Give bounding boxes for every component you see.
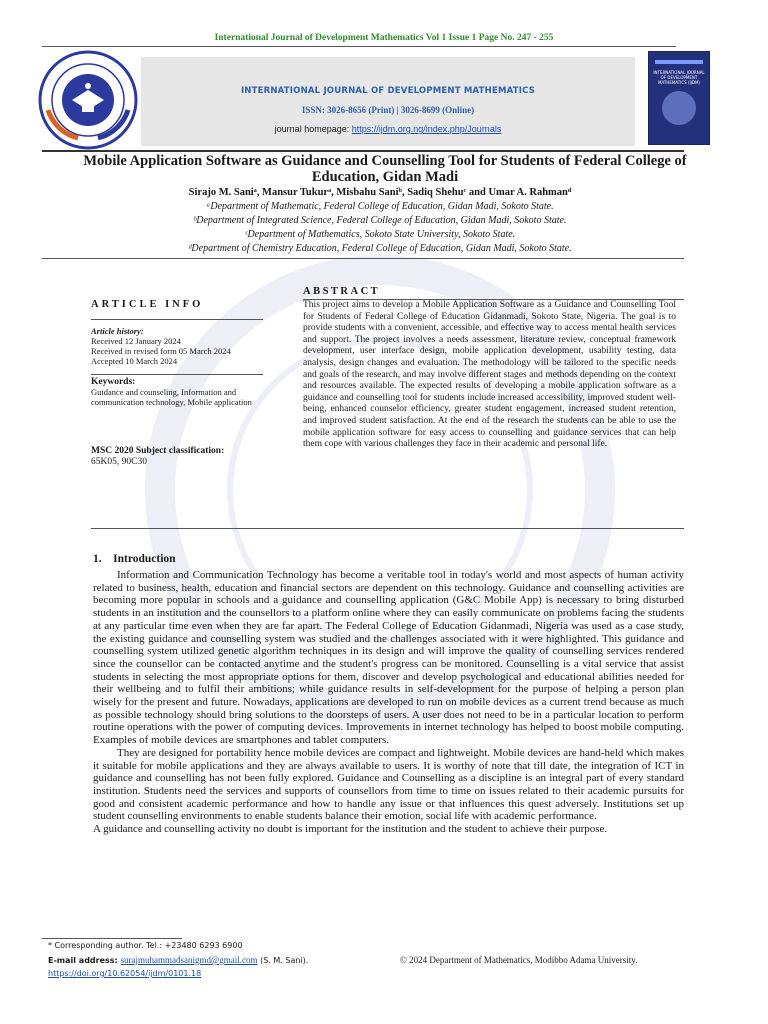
keywords-block bbox=[91, 377, 263, 407]
received-date: Received 12 January 2024 bbox=[91, 336, 181, 346]
keywords-text: Guidance and counseling, Information and communication technology, Mobile application bbox=[91, 387, 252, 407]
issn-line: ISSN: 3026-8656 (Print) | 3026-8699 (Online) bbox=[301, 105, 475, 115]
header-divider bbox=[42, 46, 676, 47]
introduction-body bbox=[93, 569, 684, 836]
author-list: Sirajo M. Saniᵃ, Mansur Tukurᵃ, Misbahu Saniᵇ, Sadiq Shehuᶜ and Umar A. Rahmanᵈ bbox=[188, 187, 572, 198]
email-suffix: (S. M. Sani). bbox=[257, 956, 309, 965]
journal-name: INTERNATIONAL JOURNAL OF DEVELOPMENT MATHEMATICS bbox=[240, 86, 536, 96]
article-history bbox=[91, 326, 263, 366]
header-bottom-rule bbox=[42, 150, 684, 152]
msc-block bbox=[91, 446, 263, 468]
msc-label: MSC 2020 Subject classification: bbox=[91, 446, 225, 456]
doi-line bbox=[48, 969, 201, 978]
abstract-heading: ABSTRACT bbox=[303, 286, 381, 297]
intro-paragraph-2: They are designed for portability hence mobile devices are compact and lightweight. Mobile devices are hand-held which makes it suitable for mobile applications and they are always available to users. It is worthy of note that till date, the integration of ICT in guidance and counselling has not been fully explored. Guidance and Counselling as a discipline is an integral part of every standard institution. Students need the services and supports of counsellors from time to time on issues related to their academic pursuits for good and consistent academic performance and how to handle any issue or that influences this quest adversely. Institutions set up student counselling environments to enable students balance their emotion, social life with academic performance. bbox=[93, 746, 684, 823]
keywords-label: Keywords: bbox=[91, 377, 136, 387]
section-heading-introduction: 1. Introduction bbox=[93, 553, 176, 565]
journal-cover-image bbox=[648, 51, 710, 145]
revised-date: Received in revised form 05 March 2024 bbox=[91, 346, 231, 356]
email-label: E-mail address: bbox=[48, 956, 121, 965]
abstract-bottom-rule bbox=[91, 528, 684, 529]
doi-link[interactable]: https://doi.org/10.62054/ijdm/0101.18 bbox=[48, 969, 202, 978]
footnote-rule bbox=[42, 938, 182, 939]
article-info-rule bbox=[91, 319, 263, 320]
copyright-notice: © 2024 Department of Mathematics, Modibbo Adama University. bbox=[400, 955, 638, 965]
journal-logo-icon bbox=[38, 50, 138, 150]
email-line bbox=[48, 955, 308, 965]
msc-codes: 65K05, 90C30 bbox=[91, 457, 147, 467]
homepage-label: journal homepage: bbox=[274, 124, 352, 134]
journal-homepage bbox=[141, 124, 635, 134]
affiliation-c: ᶜDepartment of Mathematics, Sokoto State University, Sokoto State. bbox=[244, 229, 516, 240]
journal-reference: International Journal of Development Mathematics Vol 1 Issue 1 Page No. 247 - 255 bbox=[214, 33, 554, 43]
affiliation-a: ᵃDepartment of Mathematic, Federal College of Education, Gidan Madi, Sokoto State. bbox=[206, 201, 554, 212]
affiliation-b: ᵇDepartment of Integrated Science, Federal College of Education, Gidan Madi, Sokoto State. bbox=[193, 215, 567, 226]
corresponding-author: * Corresponding author. Tel.: +23480 6293 6900 bbox=[48, 941, 243, 950]
email-link[interactable]: surajmuhammadsanigmd@gmail.com bbox=[120, 955, 258, 965]
intro-paragraph-3: A guidance and counselling activity no doubt is important for the institution and the student to achieve their purpose. bbox=[93, 823, 608, 836]
intro-paragraph-1: Information and Communication Technology has become a veritable tool in today's world and most aspects of human activity related to business, health, education and financial sectors are dependent on this technology. Guidance and counselling activities are becoming more popular in schools and a guidance and counselling application (G&C Mobile App) is necessary to bring disturbed students in an institution and the counsellors to a platform online where they can easily communicate on problems facing the students at any particular time even when they are far apart. The Federal College of Education Gidanmadi, Nigeria was used as a case study, the existing guidance and counselling system was studied and the challenges associated with it were highlighted. This guidance and counselling system utilized genetic algorithm techniques in its design and will improve the quality of counselling services rendered since the counsellor can be contacted anytime and the student's progress can be monitored. Counselling is a vital service that assist students in selecting the most appropriate options for them, discover and develop psychological and educational abilities needed for their wellbeing and to fulfil their ambitions; while guidance results in self-development for the purpose of helping a person plan wisely for the present and future. Nowadays, applications are developed to run on mobile devices as a current trend because as much as possible technology should bring solutions to the doorsteps of users. A user does not need to be in a particular location to perform routine operations with the power of computing devices. Improvements in internet technology has helped to boost mobile computing. Examples of mobile devices are smartphones and tablet computers. bbox=[93, 569, 684, 747]
affiliation-d: ᵈDepartment of Chemistry Education, Federal College of Education, Gidan Madi, Sokoto State. bbox=[188, 243, 572, 254]
abstract-text: This project aims to develop a Mobile Application Software as a Guidance and Counselling Tool for Students of Federal College of Education Gidanmadi, Sokoto State, Nigeria. The goal is to provide students with a convenient, accessible, and effective way to access mental health services and support. The project involves a needs assessment, literature review, conceptual framework development, user interface design, mobile application development, usability testing, data analysis, design changes and evaluation. The methodology will be tailored to the specific needs and goals of the research, and may involve different stages and methods depending on the context and resources available. The expected results of developing a mobile application software as a guidance and counselling tool for students include increased accessibility, improved student well-being, enhanced counselor efficiency, greater student engagement, increased student retention, and improved student satisfaction. At the end of the research the students can be able to use the mobile application software for easy access to counselling and guidance services that can help them cope with various challenges they face in their academic and personal life. bbox=[303, 300, 676, 450]
homepage-link[interactable]: https://ijdm.org.ng/index.php/Journals bbox=[351, 124, 502, 134]
accepted-date: Accepted 10 March 2024 bbox=[91, 356, 178, 366]
history-label: Article history: bbox=[91, 326, 144, 336]
article-info-heading: ARTICLE INFO bbox=[91, 299, 204, 310]
cover-title: INTERNATIONAL JOURNAL OF DEVELOPMENT MATHEMATICS (IJDM) bbox=[653, 70, 705, 85]
paper-title: Mobile Application Software as Guidance and Counselling Tool for Students of Federal College of Education, Gidan Madi bbox=[83, 153, 687, 185]
history-rule bbox=[91, 374, 263, 375]
